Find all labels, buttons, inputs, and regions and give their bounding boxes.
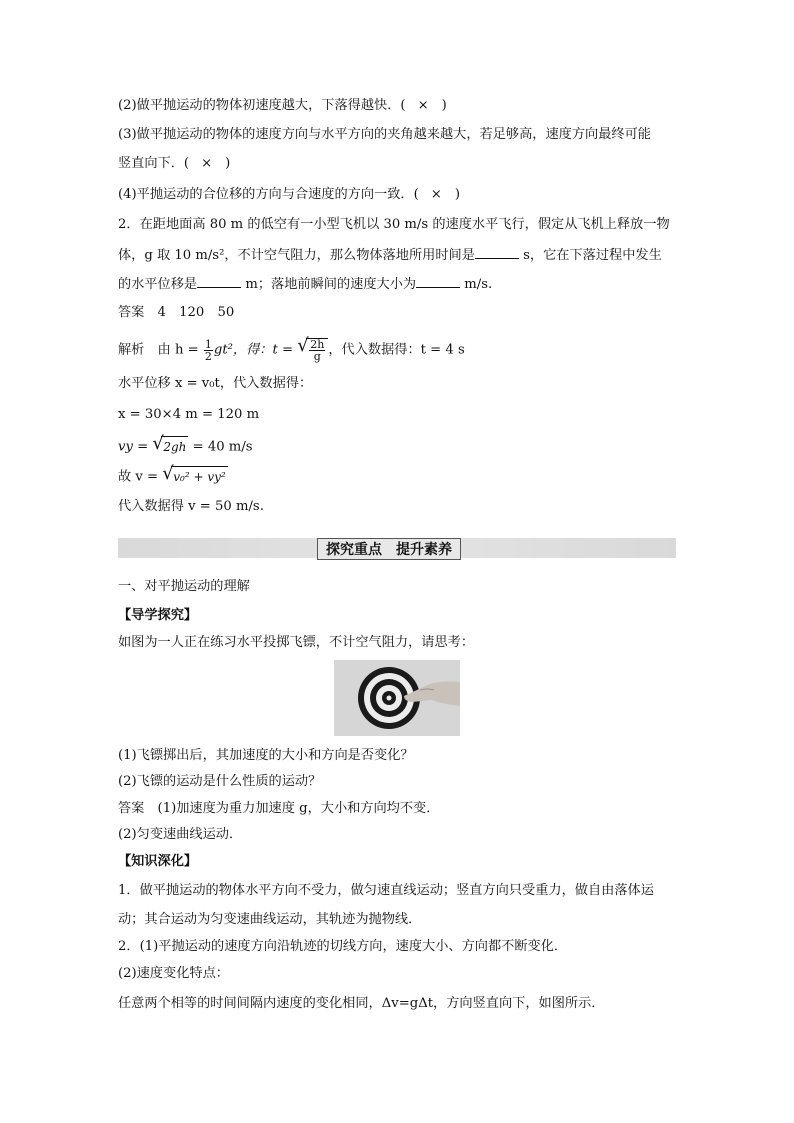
sqrt-v-sum: √ v₀² + vy² (162, 466, 227, 488)
v-line: 故 v = √ v₀² + vy² (118, 466, 228, 488)
dartboard-hand-photo (334, 660, 460, 736)
solution-line: 解析 由 h = $\frac{1}{2}$ gt²，得：t = √ $\frac{2h}{g}$ ，代入数据得：t = 4 s (118, 335, 465, 363)
vy-line: vy = √ 2gh = 40 m/s (118, 436, 253, 458)
knowledge-1b: 动；其合运动为匀变速曲线运动，其轨迹为抛物线． (118, 912, 422, 927)
answer-2: (2)匀变速曲线运动． (118, 827, 243, 842)
sqrt-expression: √ $\frac{2h}{g}$ (297, 338, 328, 362)
answer-1: 答案 (1)加速度为重力加速度 g，大小和方向均不变． (118, 801, 440, 816)
knowledge-1a: 1．做平抛运动的物体水平方向不受力，做匀速直线运动；竖直方向只受重力，做自由落体运 (118, 883, 654, 898)
banner-right-label: 提升素养 (396, 542, 452, 558)
knowledge-2: 2．(1)平抛运动的速度方向沿轨迹的切线方向，速度大小、方向都不断变化． (118, 939, 568, 954)
intro-text: 如图为一人正在练习水平投掷飞镖，不计空气阻力，请思考： (118, 635, 475, 650)
statement-3-line1: (3)做平抛运动的物体的速度方向与水平方向的夹角越来越大，若足够高，速度方向最终可能 (118, 127, 651, 142)
knowledge-3: (2)速度变化特点： (118, 966, 229, 981)
guide-heading: 【导学探究】 (118, 608, 198, 623)
x-calc-line: x = 30×4 m = 120 m (118, 407, 260, 422)
problem-2-line1: 2．在距地面高 80 m 的低空有一小型飞机以 30 m/s 的速度水平飞行，假定从飞机上释放一物 (118, 217, 670, 232)
question-1: (1)飞镖掷出后，其加速度的大小和方向是否变化？ (118, 748, 414, 763)
statement-3-line2: 竖直向下．( × ) (118, 156, 231, 171)
question-2: (2)飞镖的运动是什么性质的运动？ (118, 774, 322, 789)
answer-line: 答案 4 120 50 (118, 305, 235, 320)
problem-2-line2: 体，g 取 10 m/s²，不计空气阻力，那么物体落地所用时间是 s，它在下落过程中发生 (118, 244, 662, 266)
answer-blank[interactable] (197, 273, 241, 288)
banner-left-label: 探究重点 (326, 542, 382, 558)
statement-4: (4)平抛运动的合位移的方向与合速度的方向一致．( × ) (118, 187, 460, 202)
section-banner (317, 538, 461, 560)
cross-mark: × (430, 187, 443, 202)
sqrt-2gh: √ 2gh (152, 436, 188, 458)
deepen-heading: 【知识深化】 (118, 854, 198, 869)
displacement-line: 水平位移 x = v₀t，代入数据得： (118, 376, 313, 391)
cross-mark: × (417, 98, 430, 113)
cross-mark: × (201, 156, 214, 171)
dartboard-icon (334, 660, 460, 736)
statement-2: (2)做平抛运动的物体初速度越大，下落得越快．( × ) (118, 98, 447, 113)
problem-2-line3: 的水平位移是 m；落地前瞬间的速度大小为 m/s. (118, 273, 492, 295)
answer-blank[interactable] (475, 244, 519, 259)
answer-blank[interactable] (416, 273, 460, 288)
fraction-half: $\frac{1}{2}$ (204, 337, 212, 363)
v-result-line: 代入数据得 v = 50 m/s. (118, 499, 264, 514)
section-title: 一、对平抛运动的理解 (118, 579, 250, 594)
knowledge-4: 任意两个相等的时间间隔内速度的变化相同，Δv=gΔt，方向竖直向下，如图所示． (118, 996, 605, 1011)
fraction-2h-g: $\frac{2h}{g}$ (310, 338, 325, 363)
